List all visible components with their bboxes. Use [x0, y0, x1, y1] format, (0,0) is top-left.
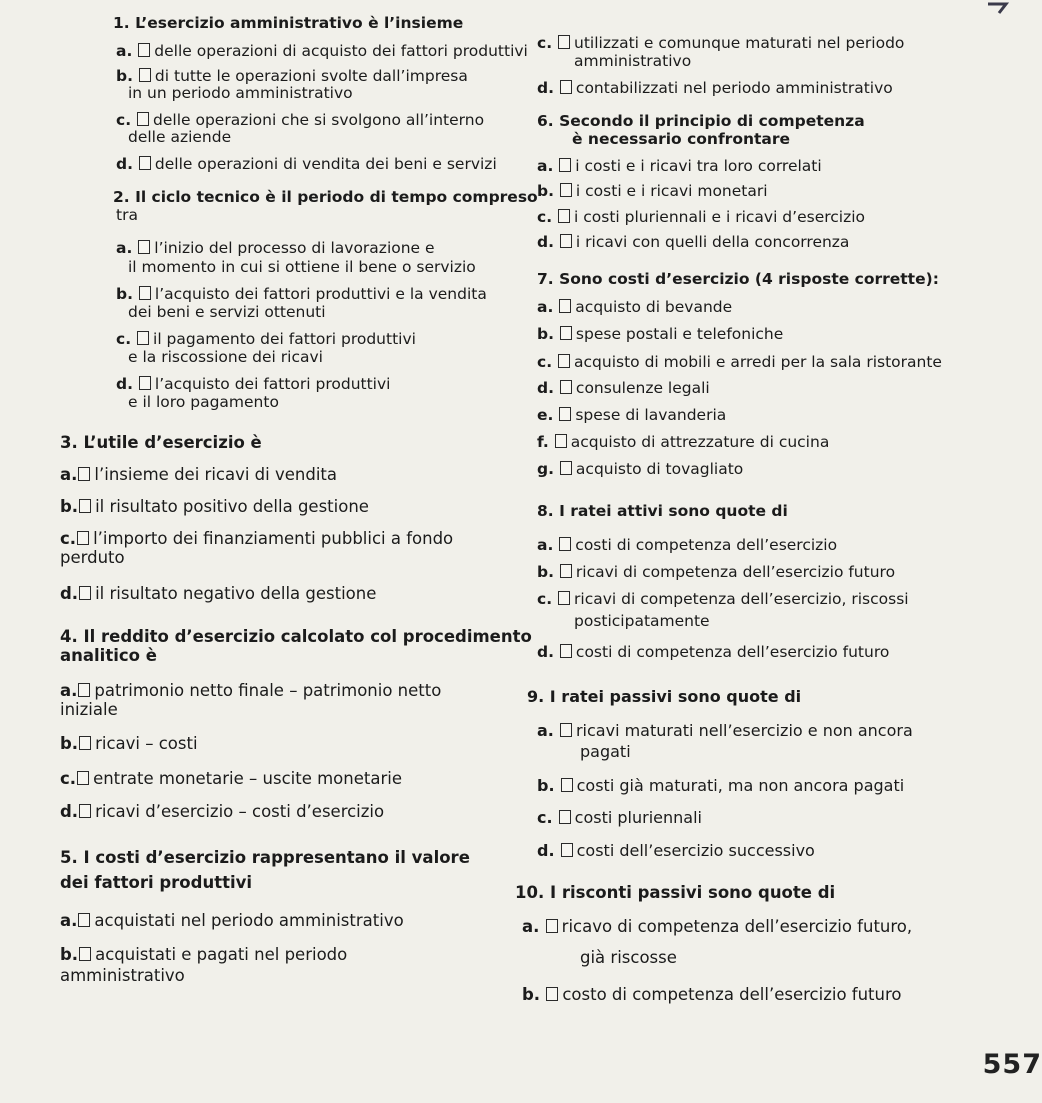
- question-2-option-c-cont: e la riscossione dei ricavi: [128, 348, 323, 366]
- question-4-option-b[interactable]: b. ricavi – costi: [60, 734, 198, 753]
- question-1-option-a[interactable]: a. delle operazioni di acquisto dei fattori produttivi: [116, 42, 528, 60]
- question-4-option-d[interactable]: d. ricavi d’esercizio – costi d’esercizio: [60, 802, 385, 821]
- checkbox[interactable]: [559, 810, 571, 824]
- checkbox[interactable]: [555, 434, 567, 448]
- checkbox[interactable]: [78, 683, 90, 697]
- checkbox[interactable]: [138, 240, 150, 254]
- question-2-option-b[interactable]: b. l’acquisto dei fattori produttivi e la vendita: [116, 285, 487, 303]
- question-4-option-a-cont: iniziale: [60, 700, 118, 719]
- question-8-option-d[interactable]: d. costi di competenza dell’esercizio futuro: [537, 643, 890, 661]
- checkbox[interactable]: [546, 987, 558, 1001]
- question-9-option-b[interactable]: b. costi già maturati, ma non ancora pagati: [537, 776, 905, 795]
- question-4-title: 4. Il reddito d’esercizio calcolato col procedimento: [60, 627, 532, 646]
- question-1-option-c[interactable]: c. delle operazioni che si svolgono all’interno: [116, 111, 485, 129]
- page-number: 557: [982, 1049, 1042, 1080]
- question-1-option-b-cont: in un periodo amministrativo: [128, 84, 353, 102]
- question-8-option-c[interactable]: c. ricavi di competenza dell’esercizio, riscossi: [537, 590, 909, 608]
- checkbox[interactable]: [137, 112, 149, 126]
- question-3-option-c-cont: perduto: [60, 548, 125, 567]
- question-6-option-b[interactable]: b. i costi e i ricavi monetari: [537, 182, 768, 200]
- question-6-title-cont: è necessario confrontare: [572, 130, 791, 148]
- question-7-option-d[interactable]: d. consulenze legali: [537, 379, 710, 397]
- question-4-title-cont: analitico è: [60, 646, 157, 665]
- checkbox[interactable]: [558, 35, 570, 49]
- question-5-title: 5. I costi d’esercizio rappresentano il valore: [60, 848, 470, 867]
- checkbox[interactable]: [559, 407, 571, 421]
- question-6-option-d[interactable]: d. i ricavi con quelli della concorrenza: [537, 233, 850, 251]
- checkbox[interactable]: [558, 354, 570, 368]
- question-3-option-d[interactable]: d. il risultato negativo della gestione: [60, 584, 377, 603]
- question-1-title: 1. L’esercizio amministrativo è l’insieme: [113, 14, 464, 32]
- question-9-option-c[interactable]: c. costi pluriennali: [537, 808, 702, 827]
- question-3-option-b[interactable]: b. il risultato positivo della gestione: [60, 497, 369, 516]
- checkbox[interactable]: [79, 499, 91, 513]
- question-9-option-a[interactable]: a. ricavi maturati nell’esercizio e non ancora: [537, 721, 913, 740]
- question-10-option-a[interactable]: a. ricavo di competenza dell’esercizio futuro,: [522, 917, 913, 936]
- checkbox[interactable]: [77, 771, 89, 785]
- checkbox[interactable]: [560, 326, 572, 340]
- checkbox[interactable]: [560, 723, 572, 737]
- question-3-option-c[interactable]: c. l’importo dei finanziamenti pubblici a fondo: [60, 529, 454, 548]
- checkbox[interactable]: [560, 461, 572, 475]
- question-5-option-a[interactable]: a. acquistati nel periodo amministrativo: [60, 911, 404, 930]
- question-7-option-a[interactable]: a. acquisto di bevande: [537, 298, 733, 316]
- checkbox[interactable]: [79, 586, 91, 600]
- checkbox[interactable]: [137, 331, 149, 345]
- question-8-option-c-cont: posticipatamente: [574, 612, 710, 630]
- checkbox[interactable]: [139, 156, 151, 170]
- question-2-option-c[interactable]: c. il pagamento dei fattori produttivi: [116, 330, 416, 348]
- question-9-option-a-cont: pagati: [580, 742, 631, 761]
- checkbox[interactable]: [560, 80, 572, 94]
- question-2-option-a[interactable]: a. l’inizio del processo di lavorazione e: [116, 239, 435, 257]
- checkbox[interactable]: [138, 43, 150, 57]
- question-1-option-c-cont: delle aziende: [128, 128, 232, 146]
- question-10-title: 10. I risconti passivi sono quote di: [515, 883, 836, 902]
- question-2-option-a-cont: il momento in cui si ottiene il bene o servizio: [128, 258, 476, 276]
- checkbox[interactable]: [139, 68, 151, 82]
- question-7-title: 7. Sono costi d’esercizio (4 risposte corrette):: [537, 270, 939, 288]
- question-4-option-a[interactable]: a. patrimonio netto finale – patrimonio netto: [60, 681, 442, 700]
- question-6-title: 6. Secondo il principio di competenza: [537, 112, 865, 130]
- checkbox[interactable]: [139, 376, 151, 390]
- question-1-option-c-right[interactable]: c. utilizzati e comunque maturati nel periodo: [537, 34, 905, 52]
- checkbox[interactable]: [78, 913, 90, 927]
- question-2-option-d[interactable]: d. l’acquisto dei fattori produttivi: [116, 375, 391, 393]
- question-5-option-b[interactable]: b. acquistati e pagati nel periodo: [60, 945, 348, 964]
- question-8-title: 8. I ratei attivi sono quote di: [537, 502, 788, 520]
- question-2-option-d-cont: e il loro pagamento: [128, 393, 279, 411]
- question-4-option-c[interactable]: c. entrate monetarie – uscite monetarie: [60, 769, 402, 788]
- question-7-option-c[interactable]: c. acquisto di mobili e arredi per la sala ristorante: [537, 353, 942, 371]
- checkbox[interactable]: [560, 380, 572, 394]
- question-5-title-cont: dei fattori produttivi: [60, 873, 253, 892]
- question-6-option-c[interactable]: c. i costi pluriennali e i ricavi d’esercizio: [537, 208, 866, 226]
- checkbox[interactable]: [561, 843, 573, 857]
- checkbox[interactable]: [139, 286, 151, 300]
- question-9-option-d[interactable]: d. costi dell’esercizio successivo: [537, 841, 815, 860]
- question-5-option-b-cont: amministrativo: [60, 966, 185, 985]
- question-10-option-b[interactable]: b. costo di competenza dell’esercizio futuro: [522, 985, 902, 1004]
- question-2-title: 2. Il ciclo tecnico è il periodo di tempo compreso: [113, 188, 538, 206]
- checkbox[interactable]: [559, 299, 571, 313]
- checkbox[interactable]: [560, 183, 572, 197]
- checkbox[interactable]: [558, 209, 570, 223]
- checkbox[interactable]: [79, 947, 91, 961]
- question-2-option-b-cont: dei beni e servizi ottenuti: [128, 303, 326, 321]
- checkbox[interactable]: [561, 778, 573, 792]
- question-7-option-f[interactable]: f. acquisto di attrezzature di cucina: [537, 433, 830, 451]
- checkbox[interactable]: [546, 919, 558, 933]
- question-3-option-a[interactable]: a. l’insieme dei ricavi di vendita: [60, 465, 337, 484]
- question-9-title: 9. I ratei passivi sono quote di: [527, 687, 802, 706]
- question-1-option-d[interactable]: d. delle operazioni di vendita dei beni e servizi: [116, 155, 497, 173]
- checkbox[interactable]: [560, 234, 572, 248]
- checkbox[interactable]: [560, 564, 572, 578]
- question-1-option-d-right[interactable]: d. contabilizzati nel periodo amministrativo: [537, 79, 893, 97]
- checkbox[interactable]: [560, 644, 572, 658]
- checkbox[interactable]: [79, 736, 91, 750]
- checkbox[interactable]: [559, 537, 571, 551]
- question-1-option-c-right-cont: amministrativo: [574, 52, 692, 70]
- arrow-mark-icon: [986, 0, 1010, 18]
- question-2-title-cont: tra: [116, 206, 138, 224]
- question-10-option-a-cont: già riscosse: [580, 948, 677, 967]
- question-1-option-b[interactable]: b. di tutte le operazioni svolte dall’impresa: [116, 67, 468, 85]
- question-7-option-b[interactable]: b. spese postali e telefoniche: [537, 325, 784, 343]
- checkbox[interactable]: [559, 158, 571, 172]
- checkbox[interactable]: [558, 591, 570, 605]
- question-3-title: 3. L’utile d’esercizio è: [60, 433, 262, 452]
- question-6-option-a[interactable]: a. i costi e i ricavi tra loro correlati: [537, 157, 822, 175]
- question-7-option-g[interactable]: g. acquisto di tovagliato: [537, 460, 744, 478]
- question-7-option-e[interactable]: e. spese di lavanderia: [537, 406, 727, 424]
- question-8-option-b[interactable]: b. ricavi di competenza dell’esercizio futuro: [537, 563, 896, 581]
- checkbox[interactable]: [78, 467, 90, 481]
- question-8-option-a[interactable]: a. costi di competenza dell’esercizio: [537, 536, 838, 554]
- checkbox[interactable]: [77, 531, 89, 545]
- checkbox[interactable]: [79, 804, 91, 818]
